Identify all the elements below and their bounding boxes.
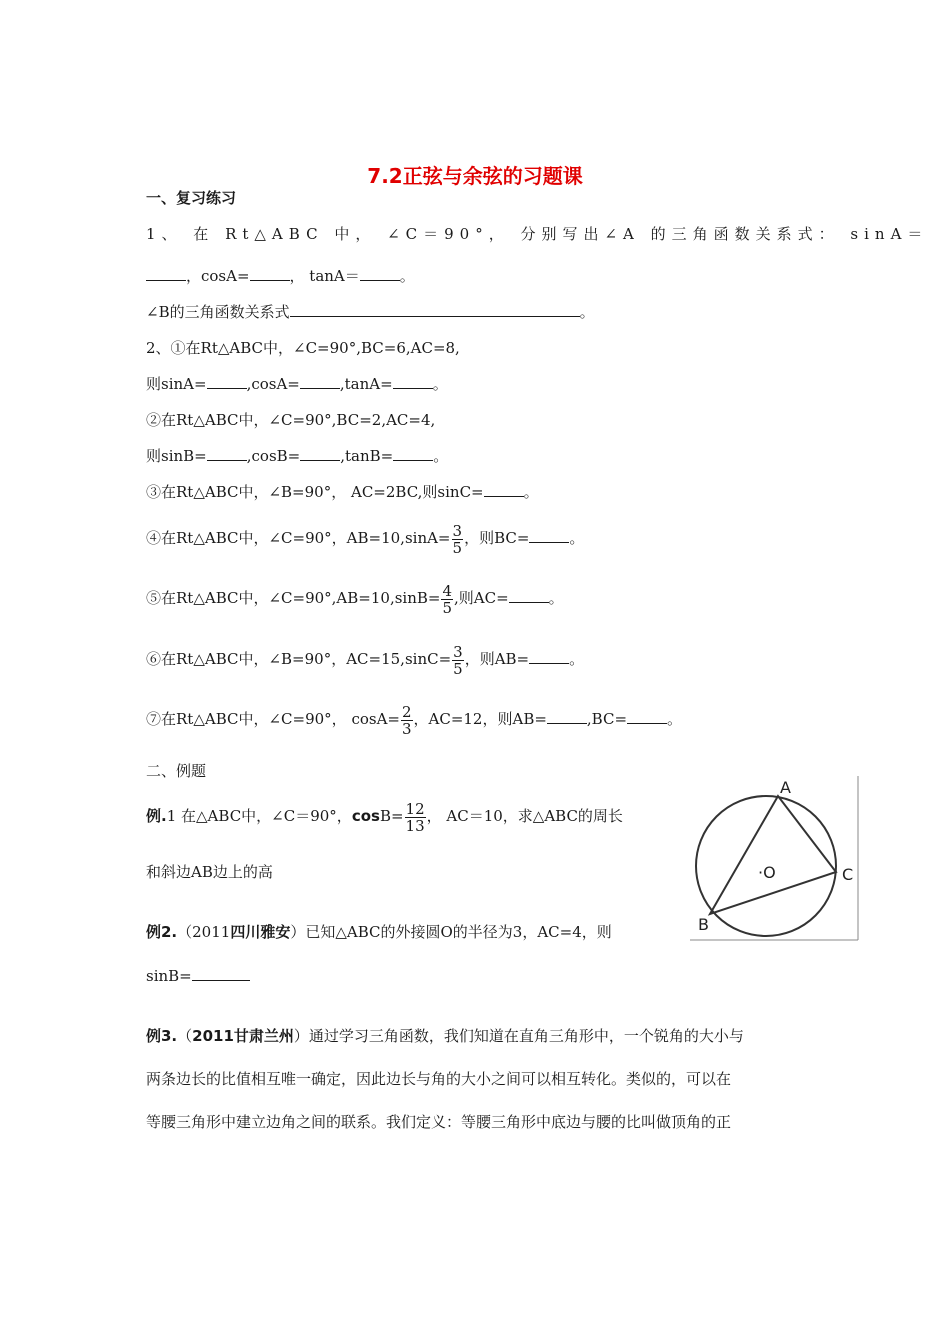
q4-fraction	[452, 523, 464, 556]
q5-text-b: ,则AC=	[454, 589, 509, 607]
answer-blank[interactable]	[529, 649, 569, 664]
fraction-numerator: 12	[405, 799, 425, 818]
q1-angle-b-label: ∠B的三角函数关系式	[146, 303, 290, 321]
q2b-line1: ②在Rt△ABC中，∠C=90°,BC=2,AC=4,	[146, 411, 436, 429]
example3-line1	[146, 1026, 744, 1046]
example2-text: （2011	[177, 923, 231, 941]
answer-blank[interactable]	[509, 588, 549, 603]
punct: 。	[579, 303, 595, 321]
q2-line2	[146, 374, 448, 394]
punct: 。	[523, 483, 539, 501]
q1-line3	[146, 302, 595, 322]
answer-blank[interactable]	[484, 482, 524, 497]
fraction-denominator: 5	[453, 659, 463, 678]
q7-text-c: ,BC=	[586, 710, 628, 728]
fraction-denominator: 13	[405, 816, 425, 835]
q5-fraction	[441, 583, 453, 616]
q5-text: ⑤在Rt△ABC中，∠C=90°,AB=10,sinB=	[146, 589, 441, 607]
example3-line2: 两条边长的比值相互唯一确定，因此边长与角的大小之间可以相互转化。类似的，可以在	[146, 1070, 732, 1088]
answer-blank[interactable]	[393, 374, 433, 389]
answer-blank[interactable]	[192, 966, 250, 981]
answer-blank[interactable]	[207, 374, 247, 389]
example1-line1	[146, 798, 623, 834]
example2-label: 例2.	[146, 923, 178, 941]
section-heading-examples: 二、例题	[146, 762, 207, 780]
punct: 。	[433, 447, 449, 465]
q6-text-b: ，则AB=	[464, 650, 530, 668]
q7-line	[146, 701, 682, 737]
page-title: 7.2正弦与余弦的习题课	[367, 164, 583, 188]
example1-cos: cos	[351, 807, 380, 825]
example1-text-c: ， AC＝10，求△ABC的周长	[426, 807, 623, 825]
example3-bracket: （	[177, 1027, 193, 1045]
example1-text-b: B=	[379, 807, 404, 825]
fraction-numerator: 3	[452, 521, 463, 540]
vertex-label-a: A	[780, 778, 791, 797]
vertex-label-b: B	[698, 915, 709, 934]
q4-line	[146, 520, 584, 556]
example2-line2	[146, 966, 250, 986]
answer-blank[interactable]	[300, 374, 340, 389]
q6-line	[146, 641, 584, 677]
section-heading-review: 一、复习练习	[146, 189, 237, 207]
fraction-numerator: 4	[442, 581, 453, 600]
punct: 。	[569, 529, 585, 547]
q2b-cos-label: ,cosB=	[246, 447, 301, 465]
triangle-abc	[710, 796, 836, 914]
example1-fraction	[405, 801, 426, 834]
punct: 。	[667, 710, 683, 728]
q5-line	[146, 580, 564, 616]
example2-line1	[146, 922, 612, 942]
q2-sin-label: 则sinA=	[146, 375, 207, 393]
answer-blank[interactable]	[547, 709, 587, 724]
example1-text: 在△ABC中，∠C＝90°，	[176, 807, 352, 825]
example1-line2: 和斜边AB边上的高	[146, 863, 273, 881]
answer-blank[interactable]	[393, 446, 433, 461]
q2-line1: 2、①在Rt△ABC中，∠C=90°,BC=6,AC=8,	[146, 339, 460, 357]
answer-blank[interactable]	[627, 709, 667, 724]
punct: 。	[548, 589, 564, 607]
answer-blank[interactable]	[300, 446, 340, 461]
punct: 。	[399, 267, 415, 285]
q3-line	[146, 482, 539, 502]
vertex-label-c: C	[842, 865, 854, 884]
q6-fraction	[452, 644, 464, 677]
q2-tan-label: ,tanA=	[339, 375, 393, 393]
example3-text: ）通过学习三角函数，我们知道在直角三角形中，一个锐角的大小与	[293, 1027, 744, 1045]
punct: 。	[569, 650, 585, 668]
fraction-numerator: 2	[401, 702, 412, 721]
answer-blank[interactable]	[290, 302, 580, 317]
fraction-denominator: 5	[452, 538, 463, 557]
example3-source: 2011甘肃兰州	[192, 1027, 294, 1045]
example3-line3: 等腰三角形中建立边角之间的联系。我们定义：等腰三角形中底边与腰的比叫做顶角的正	[146, 1113, 732, 1131]
center-label-o: ·O	[758, 863, 776, 882]
q7-text-b: ，AC=12，则AB=	[413, 710, 547, 728]
q1-tan-label: ， tanA＝	[289, 267, 360, 285]
q7-text: ⑦在Rt△ABC中，∠C=90°， cosA=	[146, 710, 400, 728]
answer-blank[interactable]	[360, 266, 400, 281]
q2-cos-label: ,cosA=	[246, 375, 300, 393]
example2-text-b: ）已知△ABC的外接圆O的半径为3，AC=4，则	[290, 923, 612, 941]
q2b-sin-label: 则sinB=	[146, 447, 207, 465]
fraction-numerator: 3	[453, 642, 463, 661]
q2b-tan-label: ,tanB=	[340, 447, 394, 465]
answer-blank[interactable]	[250, 266, 290, 281]
example1-label: 例.	[146, 807, 167, 825]
q7-fraction	[401, 704, 413, 737]
q6-text: ⑥在Rt△ABC中，∠B=90°，AC=15,sinC=	[146, 650, 452, 668]
answer-blank[interactable]	[207, 446, 247, 461]
q1-line1: 1、 在 Rt△ABC 中， ∠C＝90°， 分别写出∠A 的三角函数关系式： sinA＝	[146, 225, 929, 243]
q1-cos-label: ，cosA=	[186, 267, 250, 285]
q2b-line2	[146, 446, 448, 466]
example2-sinb-label: sinB=	[146, 967, 192, 985]
answer-blank[interactable]	[529, 528, 569, 543]
example2-source: 四川雅安	[230, 923, 291, 941]
q4-text: ④在Rt△ABC中，∠C=90°，AB=10,sinA=	[146, 529, 451, 547]
q4-text-b: ，则BC=	[464, 529, 530, 547]
example3-label: 例3.	[146, 1027, 178, 1045]
q1-line2	[146, 266, 415, 286]
answer-blank[interactable]	[146, 266, 186, 281]
fraction-denominator: 5	[442, 598, 453, 617]
punct: 。	[432, 375, 448, 393]
example1-number: 1	[166, 807, 177, 825]
circle-triangle-figure	[690, 776, 860, 942]
fraction-denominator: 3	[401, 719, 412, 738]
q3-text: ③在Rt△ABC中，∠B=90°， AC=2BC,则sinC=	[146, 483, 484, 501]
